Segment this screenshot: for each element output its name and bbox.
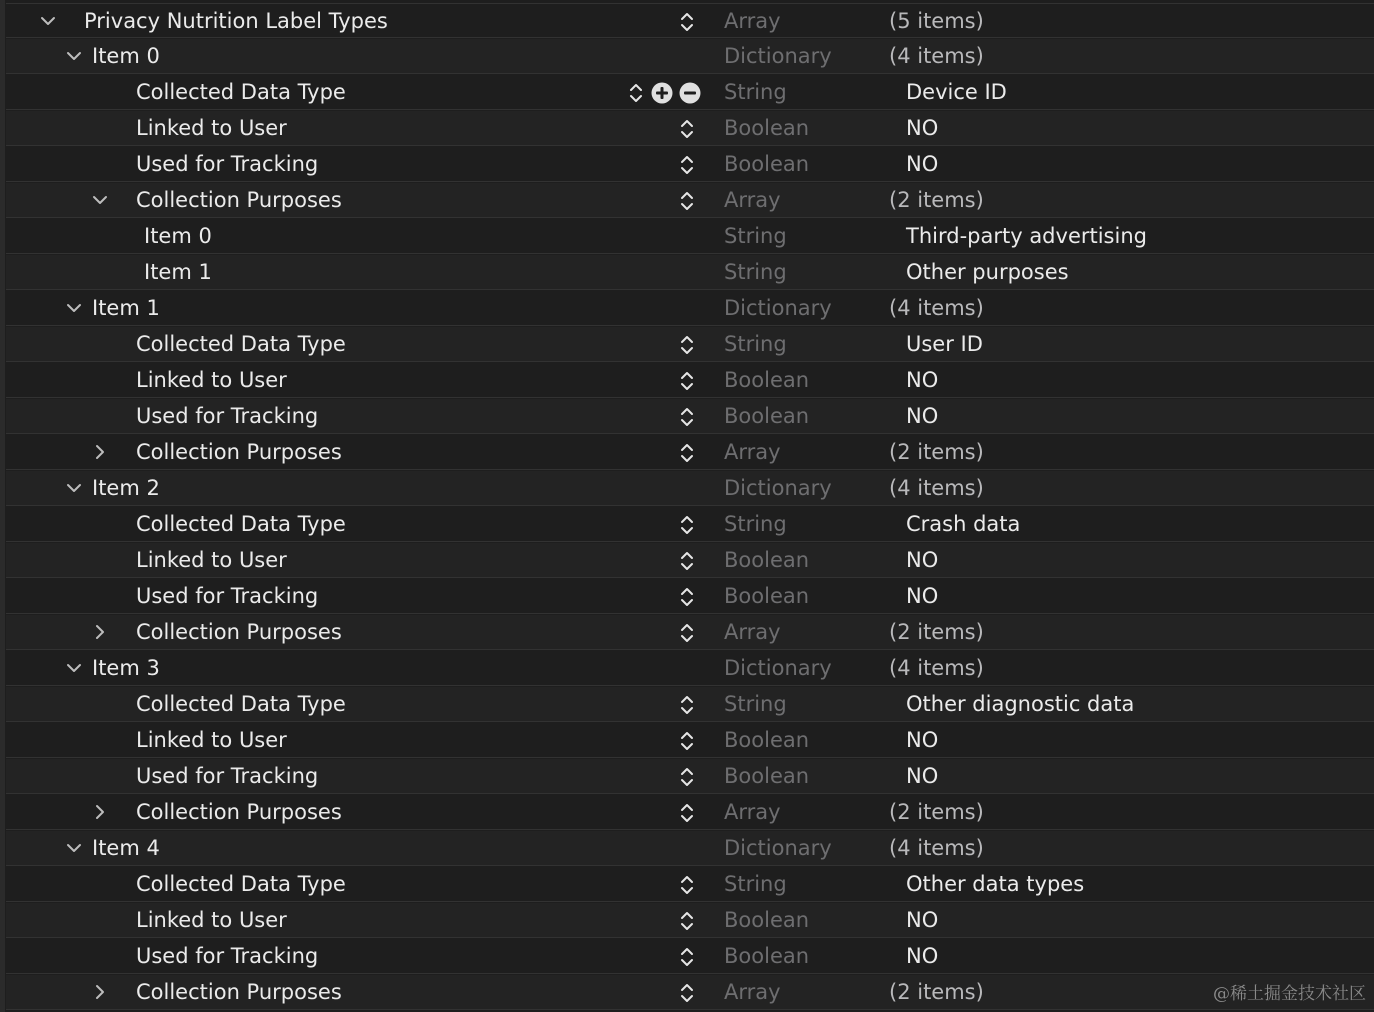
- up-down-stepper-icon[interactable]: [679, 981, 695, 1005]
- plist-row[interactable]: [6, 435, 1374, 470]
- plist-row[interactable]: [6, 579, 1374, 614]
- row-key[interactable]: Item 2: [92, 476, 160, 500]
- row-value: (2 items): [889, 188, 984, 212]
- row-value[interactable]: Device ID: [906, 80, 1007, 104]
- row-value: (4 items): [889, 296, 984, 320]
- row-type[interactable]: Array: [724, 440, 781, 464]
- chevron-down-icon[interactable]: [66, 300, 82, 316]
- row-key[interactable]: Linked to User: [136, 116, 287, 140]
- row-value[interactable]: Other data types: [906, 872, 1085, 896]
- row-value: (4 items): [889, 476, 984, 500]
- plist-row[interactable]: [6, 939, 1374, 974]
- plist-row[interactable]: [6, 147, 1374, 182]
- chevron-down-icon[interactable]: [66, 480, 82, 496]
- up-down-stepper-icon[interactable]: [679, 513, 695, 537]
- up-down-stepper-icon[interactable]: [679, 621, 695, 645]
- row-type[interactable]: String: [724, 260, 787, 284]
- row-value[interactable]: NO: [906, 584, 939, 608]
- row-type[interactable]: String: [724, 332, 787, 356]
- row-key[interactable]: Linked to User: [136, 728, 287, 752]
- plist-row[interactable]: [6, 831, 1374, 866]
- plist-row[interactable]: [6, 507, 1374, 542]
- row-type[interactable]: Dictionary: [724, 836, 832, 860]
- row-value[interactable]: User ID: [906, 332, 983, 356]
- row-value[interactable]: Other diagnostic data: [906, 692, 1135, 716]
- row-value: (4 items): [889, 836, 984, 860]
- row-type[interactable]: Array: [724, 188, 781, 212]
- up-down-stepper-icon[interactable]: [679, 909, 695, 933]
- chevron-right-icon[interactable]: [92, 624, 108, 640]
- row-value: (2 items): [889, 980, 984, 1004]
- plist-row[interactable]: [6, 183, 1374, 218]
- row-key[interactable]: Item 0: [144, 224, 212, 248]
- row-type[interactable]: Boolean: [724, 584, 810, 608]
- chevron-down-icon[interactable]: [66, 840, 82, 856]
- row-value: (4 items): [889, 656, 984, 680]
- row-type[interactable]: Array: [724, 620, 781, 644]
- watermark: @稀土掘金技术社区: [1213, 984, 1366, 1004]
- row-key[interactable]: Collected Data Type: [136, 80, 346, 104]
- row-key[interactable]: Used for Tracking: [136, 764, 319, 788]
- up-down-stepper-icon[interactable]: [679, 153, 695, 177]
- row-type[interactable]: Dictionary: [724, 656, 832, 680]
- row-key[interactable]: Collection Purposes: [136, 620, 342, 644]
- row-type[interactable]: Boolean: [724, 152, 810, 176]
- row-value[interactable]: NO: [906, 368, 939, 392]
- up-down-stepper-icon[interactable]: [679, 693, 695, 717]
- row-value: (5 items): [889, 9, 984, 33]
- row-type[interactable]: Dictionary: [724, 44, 832, 68]
- row-key[interactable]: Collection Purposes: [136, 440, 342, 464]
- plist-row[interactable]: [6, 903, 1374, 938]
- chevron-right-icon[interactable]: [92, 444, 108, 460]
- up-down-stepper-icon[interactable]: [679, 765, 695, 789]
- up-down-stepper-icon[interactable]: [679, 369, 695, 393]
- plist-row[interactable]: [6, 255, 1374, 290]
- plist-row[interactable]: [6, 39, 1374, 74]
- row-value: (2 items): [889, 800, 984, 824]
- row-key[interactable]: Item 0: [92, 44, 160, 68]
- row-type[interactable]: Dictionary: [724, 476, 832, 500]
- row-value: (4 items): [889, 44, 984, 68]
- up-down-stepper-icon[interactable]: [679, 117, 695, 141]
- plist-row[interactable]: [6, 543, 1374, 578]
- plist-row[interactable]: [6, 723, 1374, 758]
- row-type[interactable]: Array: [724, 980, 781, 1004]
- up-down-stepper-icon[interactable]: [679, 945, 695, 969]
- row-type[interactable]: String: [724, 512, 787, 536]
- plist-row[interactable]: [6, 795, 1374, 830]
- row-type[interactable]: String: [724, 692, 787, 716]
- up-down-stepper-icon[interactable]: [679, 585, 695, 609]
- plist-row[interactable]: [6, 3, 1374, 38]
- row-type[interactable]: Array: [724, 800, 781, 824]
- up-down-stepper-icon[interactable]: [679, 189, 695, 213]
- row-value: (2 items): [889, 440, 984, 464]
- row-type[interactable]: Boolean: [724, 728, 810, 752]
- row-key[interactable]: Collection Purposes: [136, 188, 342, 212]
- row-type[interactable]: Boolean: [724, 404, 810, 428]
- up-down-stepper-icon[interactable]: [679, 10, 695, 34]
- chevron-down-icon[interactable]: [66, 48, 82, 64]
- row-key[interactable]: Used for Tracking: [136, 944, 319, 968]
- plist-row[interactable]: [6, 975, 1374, 1010]
- row-type[interactable]: String: [724, 872, 787, 896]
- row-key[interactable]: Item 4: [92, 836, 160, 860]
- row-type[interactable]: Boolean: [724, 908, 810, 932]
- row-key[interactable]: Linked to User: [136, 548, 287, 572]
- row-type[interactable]: String: [724, 224, 787, 248]
- chevron-down-icon[interactable]: [92, 192, 108, 208]
- row-value[interactable]: NO: [906, 548, 939, 572]
- row-type[interactable]: Dictionary: [724, 296, 832, 320]
- row-key[interactable]: Collection Purposes: [136, 980, 342, 1004]
- row-type[interactable]: Boolean: [724, 116, 810, 140]
- plist-row[interactable]: [6, 219, 1374, 254]
- plist-row[interactable]: [6, 327, 1374, 362]
- plist-row[interactable]: [6, 291, 1374, 326]
- plist-row[interactable]: [6, 111, 1374, 146]
- row-type[interactable]: String: [724, 80, 787, 104]
- row-key[interactable]: Used for Tracking: [136, 584, 319, 608]
- up-down-stepper-icon[interactable]: [628, 81, 644, 105]
- plist-row[interactable]: [6, 399, 1374, 434]
- row-type[interactable]: Boolean: [724, 548, 810, 572]
- chevron-down-icon[interactable]: [40, 13, 56, 29]
- plus-circle-icon[interactable]: [651, 82, 673, 104]
- up-down-stepper-icon[interactable]: [679, 405, 695, 429]
- row-type[interactable]: Boolean: [724, 764, 810, 788]
- plist-row[interactable]: [6, 615, 1374, 650]
- chevron-right-icon[interactable]: [92, 804, 108, 820]
- plist-row[interactable]: [6, 687, 1374, 722]
- up-down-stepper-icon[interactable]: [679, 873, 695, 897]
- plist-row[interactable]: [6, 867, 1374, 902]
- left-edge-gutter: [0, 0, 5, 1012]
- up-down-stepper-icon[interactable]: [679, 729, 695, 753]
- row-key[interactable]: Collected Data Type: [136, 512, 346, 536]
- plist-row[interactable]: [6, 651, 1374, 686]
- row-key[interactable]: Used for Tracking: [136, 152, 319, 176]
- plist-row[interactable]: [6, 471, 1374, 506]
- row-value: (2 items): [889, 620, 984, 644]
- row-value[interactable]: NO: [906, 944, 939, 968]
- row-value[interactable]: NO: [906, 404, 939, 428]
- minus-circle-icon[interactable]: [679, 82, 701, 104]
- row-value[interactable]: NO: [906, 908, 939, 932]
- up-down-stepper-icon[interactable]: [679, 441, 695, 465]
- row-value[interactable]: Other purposes: [906, 260, 1069, 284]
- up-down-stepper-icon[interactable]: [679, 801, 695, 825]
- row-type[interactable]: Boolean: [724, 944, 810, 968]
- row-key[interactable]: Item 1: [92, 296, 160, 320]
- row-value[interactable]: Third-party advertising: [906, 224, 1147, 248]
- row-key[interactable]: Collection Purposes: [136, 800, 342, 824]
- row-value[interactable]: NO: [906, 152, 939, 176]
- row-key[interactable]: Privacy Nutrition Label Types: [84, 9, 388, 33]
- row-value[interactable]: NO: [906, 764, 939, 788]
- plist-row[interactable]: [6, 759, 1374, 794]
- plist-row[interactable]: [6, 363, 1374, 398]
- row-type[interactable]: Array: [724, 9, 781, 33]
- chevron-down-icon[interactable]: [66, 660, 82, 676]
- row-value[interactable]: NO: [906, 116, 939, 140]
- row-key[interactable]: Collected Data Type: [136, 332, 346, 356]
- plist-row[interactable]: [6, 75, 1374, 110]
- chevron-right-icon[interactable]: [92, 984, 108, 1000]
- row-value[interactable]: Crash data: [906, 512, 1021, 536]
- row-key[interactable]: Collected Data Type: [136, 872, 346, 896]
- row-key[interactable]: Item 1: [144, 260, 212, 284]
- row-key[interactable]: Linked to User: [136, 368, 287, 392]
- row-type[interactable]: Boolean: [724, 368, 810, 392]
- up-down-stepper-icon[interactable]: [679, 333, 695, 357]
- row-key[interactable]: Collected Data Type: [136, 692, 346, 716]
- row-key[interactable]: Item 3: [92, 656, 160, 680]
- row-value[interactable]: NO: [906, 728, 939, 752]
- up-down-stepper-icon[interactable]: [679, 549, 695, 573]
- row-key[interactable]: Used for Tracking: [136, 404, 319, 428]
- row-key[interactable]: Linked to User: [136, 908, 287, 932]
